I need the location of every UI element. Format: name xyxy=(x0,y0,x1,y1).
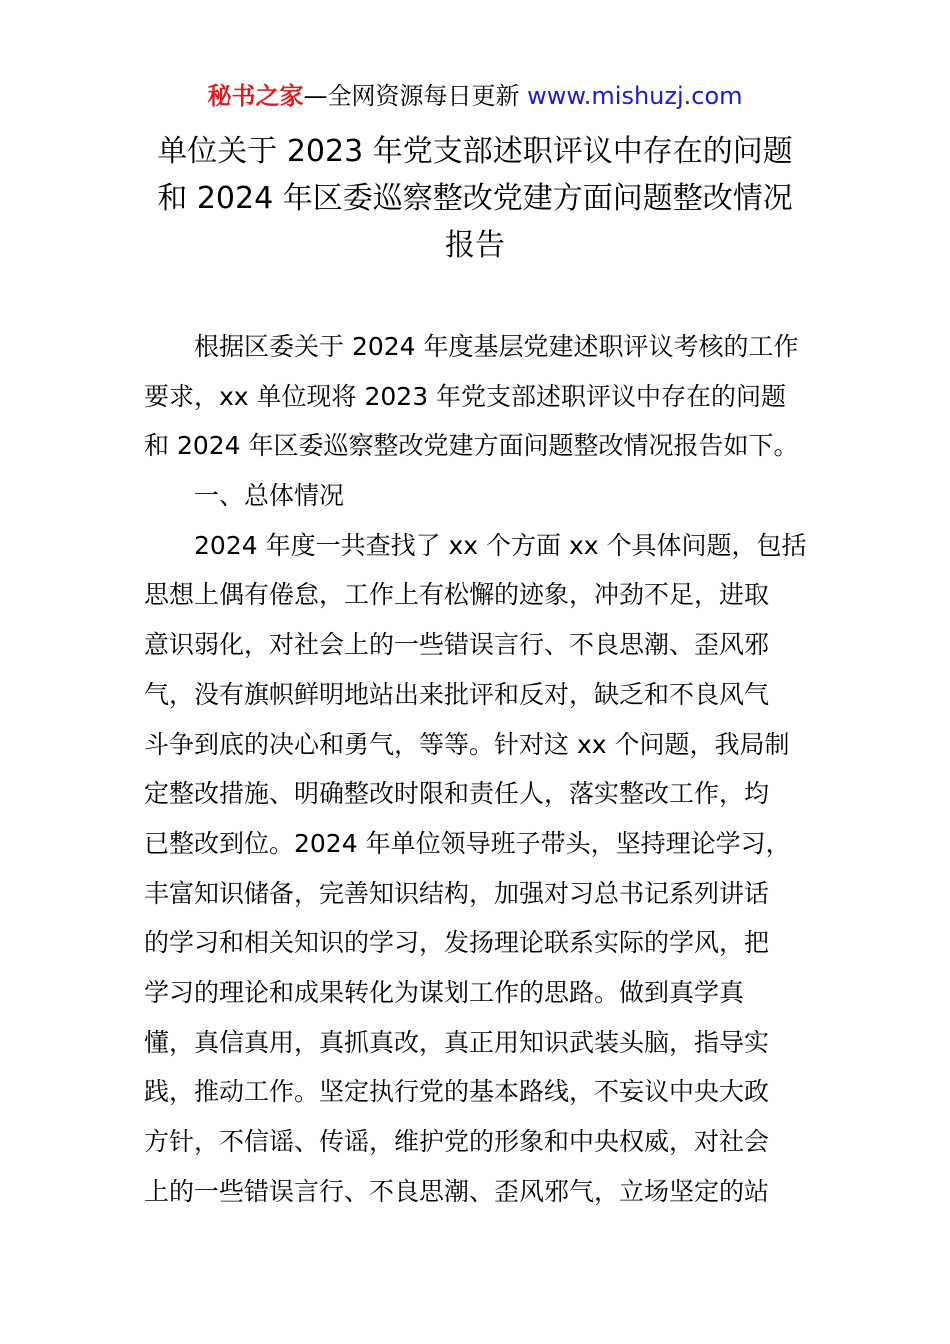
body-line: 2024 年度一共查找了 xx 个方面 xx 个具体问题，包括 xyxy=(194,530,807,560)
body-line: 的学习和相关知识的学习，发扬理论联系实际的学风，把 xyxy=(144,928,770,958)
body-line: 已整改到位。2024 年单位领导班子带头，坚持理论学习， xyxy=(144,828,791,858)
body-line: 学习的理论和成果转化为谋划工作的思路。做到真学真 xyxy=(144,977,745,1007)
body-line: 践，推动工作。坚定执行党的基本路线，不妄议中央大政 xyxy=(144,1077,770,1107)
body-line: 思想上偶有倦怠，工作上有松懈的迹象，冲劲不足，进取 xyxy=(144,580,770,610)
body-line: 定整改措施、明确整改时限和责任人，落实整改工作，均 xyxy=(144,779,770,809)
body-line: 方针，不信谣、传谣，维护党的形象和中央权威，对社会 xyxy=(144,1127,770,1156)
site-url-link[interactable]: www.mishuzj.com xyxy=(527,82,743,110)
body-line: 和 2024 年区委巡察整改党建方面问题整改情况报告如下。 xyxy=(144,431,799,461)
title-line: 单位关于 2023 年党支部述职评议中存在的问题 xyxy=(157,134,793,169)
body-line: 斗争到底的决心和勇气，等等。针对这 xx 个问题，我局制 xyxy=(144,729,790,759)
site-tagline: —全网资源每日更新 xyxy=(303,82,528,110)
body-line: 上的一些错误言行、不良思潮、歪风邪气，立场坚定的站 xyxy=(144,1176,770,1206)
title-line: 和 2024 年区委巡察整改党建方面问题整改情况 xyxy=(157,181,793,216)
section-heading: 一、总体情况 xyxy=(194,481,345,511)
site-brand: 秘书之家 xyxy=(207,82,304,110)
document-body xyxy=(144,322,808,1216)
body-line: 根据区委关于 2024 年度基层党建述职评议考核的工作 xyxy=(194,332,799,361)
body-line: 意识弱化，对社会上的一些错误言行、不良思潮、歪风邪 xyxy=(144,630,770,660)
body-line: 懂，真信真用，真抓真改，真正用知识武装头脑，指导实 xyxy=(144,1027,770,1057)
body-line: 丰富知识储备，完善知识结构，加强对习总书记系列讲话 xyxy=(144,878,770,908)
title-line: 报告 xyxy=(445,228,505,263)
document-title xyxy=(120,128,830,269)
site-header xyxy=(0,80,950,112)
body-line: 气，没有旗帜鲜明地站出来批评和反对，缺乏和不良风气 xyxy=(144,679,770,709)
body-line: 要求，xx 单位现将 2023 年党支部述职评议中存在的问题 xyxy=(144,381,787,411)
